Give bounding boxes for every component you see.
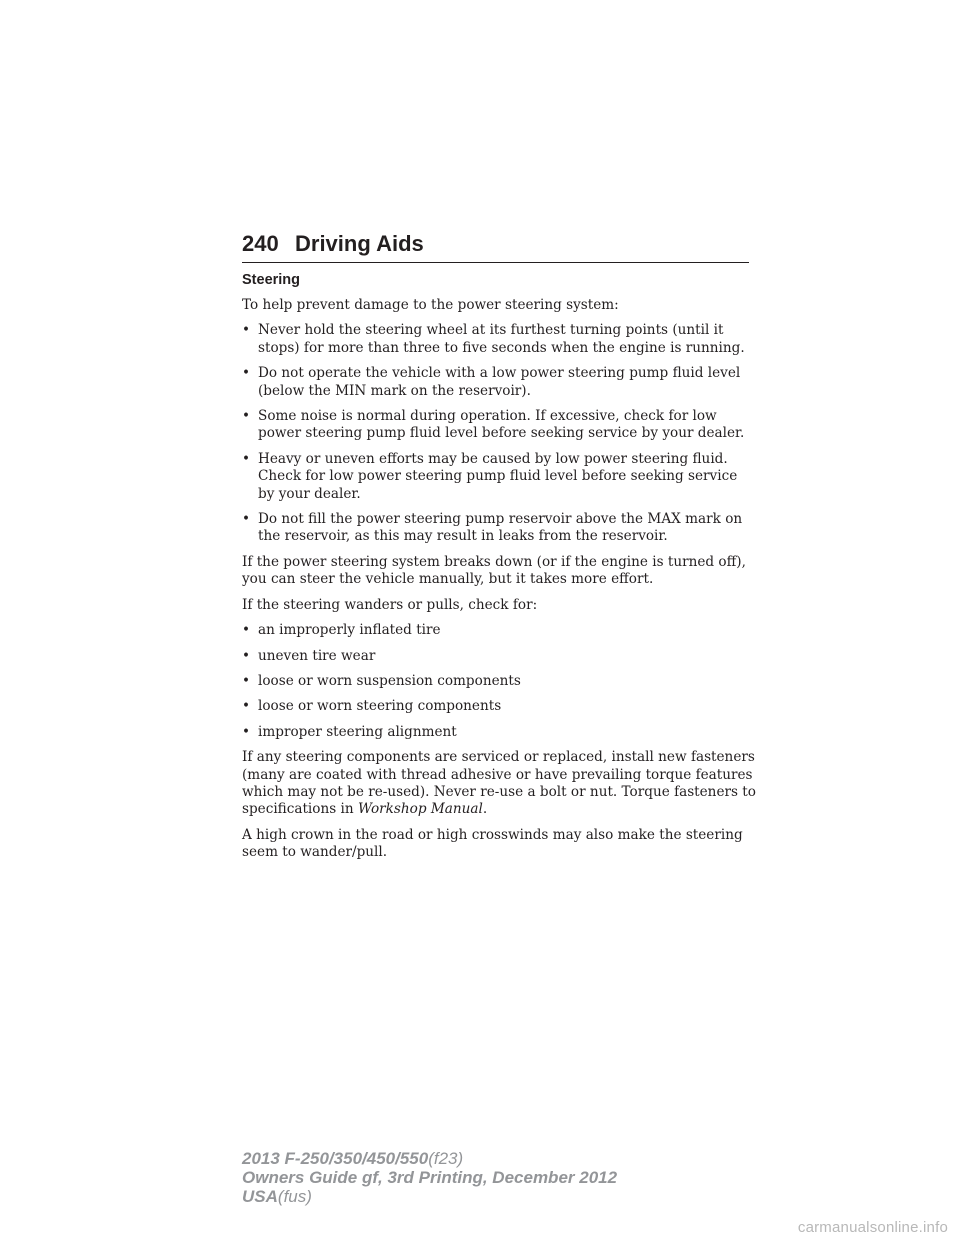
list-item	[242, 698, 757, 715]
watermark: carmanualsonline.info	[797, 1219, 948, 1236]
bullet-icon: •	[242, 723, 251, 740]
list-item	[242, 451, 757, 503]
bullet-icon: •	[242, 322, 251, 339]
crown-paragraph: A high crown in the road or high crosswinds may also make the steering seem to wander/pull.	[242, 826, 743, 861]
list-item	[242, 408, 757, 443]
bullet-icon: •	[242, 511, 251, 528]
steering-precautions-list	[242, 322, 757, 545]
list-item-text: improper steering alignment	[258, 723, 457, 740]
workshop-manual-reference: Workshop Manual	[357, 801, 483, 818]
list-item-text: Do not operate the vehicle with a low power steering pump fluid level (below the MIN mark on the reservoir).	[258, 365, 741, 399]
list-item-text: loose or worn suspension components	[258, 672, 521, 689]
footer-model-code: (f23)	[428, 1149, 464, 1168]
list-item-text: Never hold the steering wheel at its furthest turning points (until it stops) for more than three to five seconds when the engine is running.	[258, 322, 745, 356]
list-item-text: uneven tire wear	[258, 647, 376, 664]
breakdown-paragraph: If the power steering system breaks down (or if the engine is turned off), you can steer the vehicle manually, but it takes more effort.	[242, 553, 746, 588]
fasteners-paragraph	[242, 749, 757, 819]
page-body	[242, 272, 757, 870]
page-number: 240	[242, 231, 279, 256]
intro-paragraph: To help prevent damage to the power steering system:	[242, 297, 619, 313]
list-item-text: Do not fill the power steering pump reservoir above the MAX mark on the reservoir, as this may result in leaks from the reservoir.	[258, 511, 743, 545]
footer-region: USA	[242, 1187, 278, 1206]
footer-guide-line: Owners Guide gf, 3rd Printing, December 2012	[242, 1168, 618, 1187]
wander-causes-list	[242, 622, 757, 741]
list-item	[242, 511, 757, 546]
list-item-text: Heavy or uneven efforts may be caused by low power steering fluid. Check for low power steering pump fluid level before seeking service by your dealer.	[258, 450, 738, 502]
footer-model-line	[242, 1149, 617, 1168]
list-item-text: an improperly inflated tire	[258, 622, 441, 639]
bullet-icon: •	[242, 698, 251, 715]
fasteners-text: If any steering components are serviced or replaced, install new fasteners (many are coated with thread adhesive or have prevailing torque features which may not be re-used). Never re-use a bolt or nut. Torque fasteners to specifications in	[242, 749, 756, 818]
bullet-icon: •	[242, 622, 251, 639]
bullet-icon: •	[242, 450, 251, 467]
list-item	[242, 648, 757, 665]
list-item	[242, 322, 757, 357]
list-item	[242, 724, 757, 741]
page-footer	[242, 1149, 617, 1206]
list-item	[242, 673, 757, 690]
bullet-icon: •	[242, 365, 251, 382]
list-item-text: loose or worn steering components	[258, 698, 502, 715]
page-header	[242, 230, 749, 263]
fasteners-end: .	[482, 801, 488, 818]
list-item	[242, 365, 757, 400]
chapter-title: Driving Aids	[295, 231, 424, 256]
list-item	[242, 622, 757, 639]
footer-region-code: (fus)	[277, 1187, 312, 1206]
bullet-icon: •	[242, 672, 251, 689]
bullet-icon: •	[242, 408, 251, 425]
wander-intro-paragraph: If the steering wanders or pulls, check for:	[242, 596, 538, 613]
footer-region-line	[242, 1187, 617, 1206]
section-heading: Steering	[242, 272, 301, 288]
footer-model: 2013 F-250/350/450/550	[242, 1149, 429, 1168]
list-item-text: Some noise is normal during operation. If excessive, check for low power steering pump fluid level before seeking service by your dealer.	[258, 408, 745, 442]
bullet-icon: •	[242, 647, 251, 664]
